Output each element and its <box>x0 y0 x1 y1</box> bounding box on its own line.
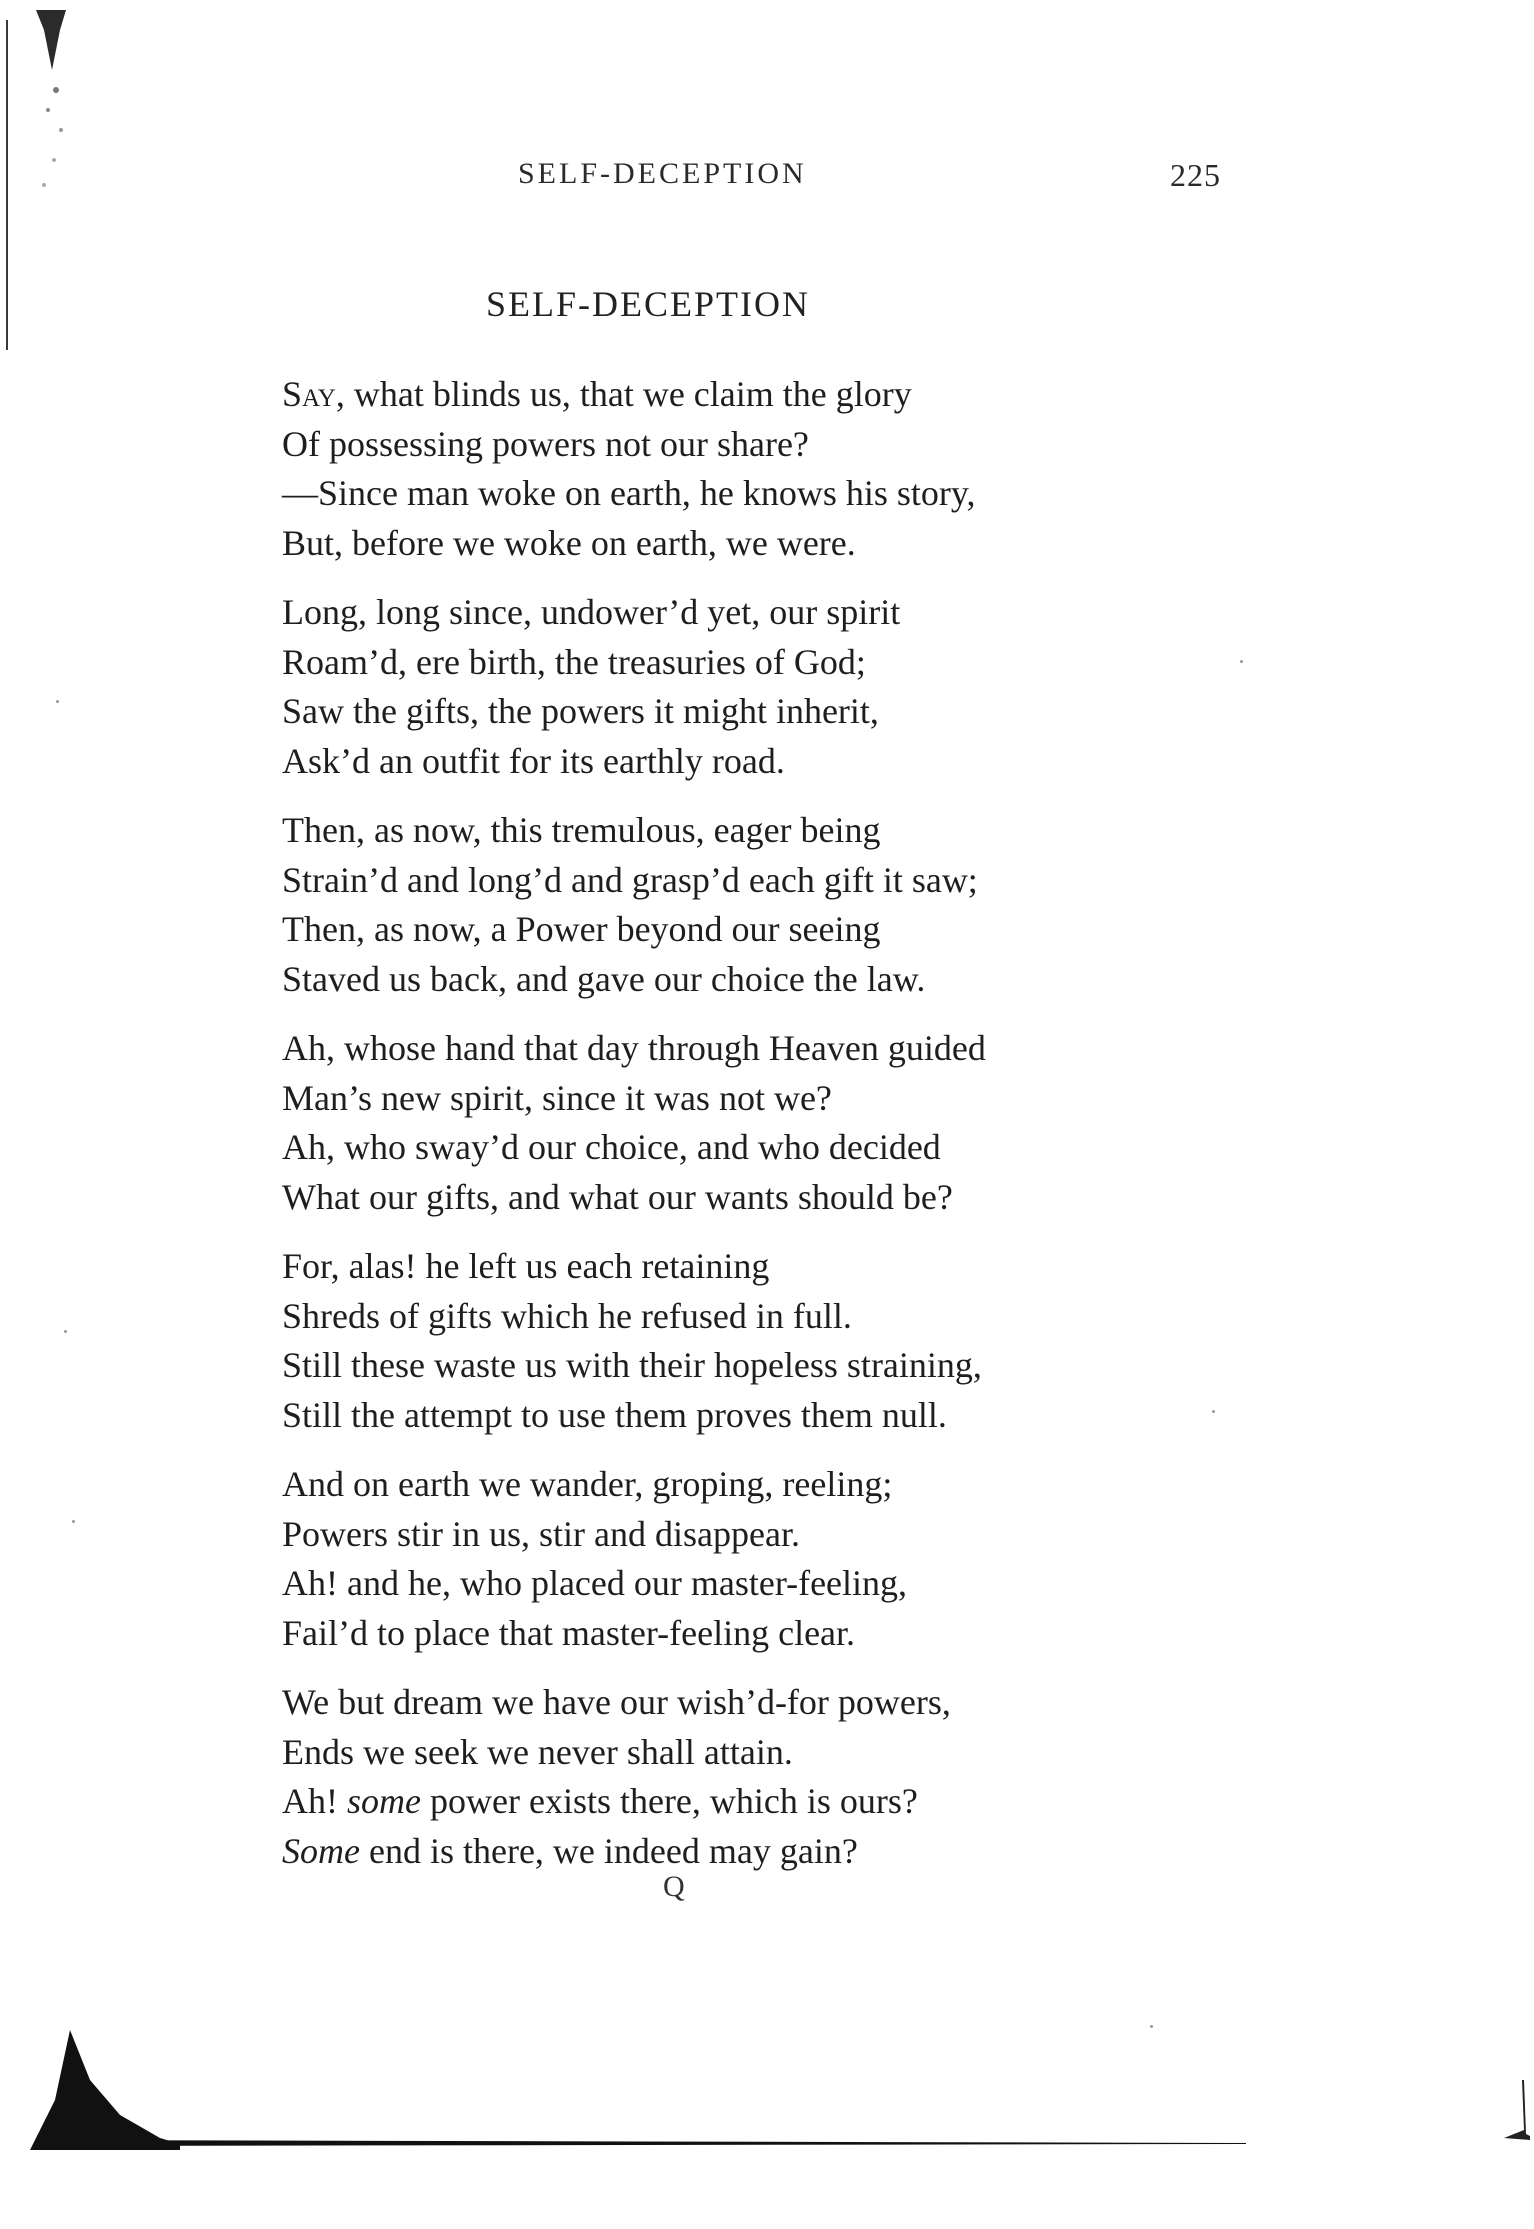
stanza <box>282 370 1222 568</box>
poem-line-text: power exists there, which is ours? <box>421 1781 918 1821</box>
running-header-title: SELF-DECEPTION <box>518 157 807 190</box>
poem-line-text: what blinds us, that we claim the glory <box>344 374 912 414</box>
scan-speck <box>72 1520 75 1523</box>
italic-word: some <box>347 1781 421 1821</box>
poem-line: Ah, who sway’d our choice, and who decided <box>282 1127 941 1167</box>
poem-line: Long, long since, undower’d yet, our spirit <box>282 592 901 632</box>
scan-speck <box>1150 2025 1153 2028</box>
poem-line-text: Ah! <box>282 1781 347 1821</box>
opening-word: Say, <box>282 374 345 414</box>
page-number: 225 <box>1170 157 1221 193</box>
poem-body <box>282 370 1222 1896</box>
poem-line: —Since man woke on earth, he knows his story, <box>282 473 976 513</box>
poem-line: Ask’d an outfit for its earthly road. <box>282 740 785 781</box>
poem-line: Ends we seek we never shall attain. <box>282 1731 793 1772</box>
signature-mark: Q <box>663 1870 685 1903</box>
poem-line: We but dream we have our wish’d-for powers, <box>282 1682 951 1722</box>
poem-line: Saw the gifts, the powers it might inherit, <box>282 691 879 731</box>
stanza <box>282 1460 1222 1658</box>
poem-line: Then, as now, a Power beyond our seeing <box>282 909 881 949</box>
poem-line: Ah, whose hand that day through Heaven guided <box>282 1028 986 1068</box>
poem-line: Shreds of gifts which he refused in full. <box>282 1295 852 1336</box>
poem-line: Of possessing powers not our share? <box>282 423 809 464</box>
poem-line: Then, as now, this tremulous, eager being <box>282 810 881 850</box>
poem-line: Man’s new spirit, since it was not we? <box>282 1077 832 1118</box>
scan-speck <box>64 1330 67 1333</box>
italic-word: Some <box>282 1830 360 1871</box>
poem-line: Strain’d and long’d and grasp’d each gift it saw; <box>282 859 978 900</box>
poem-line: Staved us back, and gave our choice the law. <box>282 958 926 999</box>
scan-smudge-top <box>26 10 96 210</box>
poem-line: Ah! and he, who placed our master-feeling, <box>282 1563 908 1603</box>
scan-bottom-line <box>36 2140 1246 2146</box>
poem-line: For, alas! he left us each retaining <box>282 1246 770 1286</box>
poem-line: What our gifts, and what our wants should be? <box>282 1176 953 1217</box>
poem-title: SELF-DECEPTION <box>486 284 810 324</box>
stanza <box>282 1242 1222 1440</box>
poem-line <box>282 1827 1222 1877</box>
stanza <box>282 588 1222 786</box>
poem-line: Still these waste us with their hopeless straining, <box>282 1345 982 1385</box>
poem-line <box>282 370 1222 420</box>
poem-line: Still the attempt to use them proves them null. <box>282 1394 947 1435</box>
poem-line: And on earth we wander, groping, reeling; <box>282 1464 893 1504</box>
stanza <box>282 806 1222 1004</box>
poem-line: Powers stir in us, stir and disappear. <box>282 1513 800 1554</box>
poem-line: Roam’d, ere birth, the treasuries of God; <box>282 641 866 682</box>
poem-line: Fail’d to place that master-feeling clear. <box>282 1612 856 1653</box>
poem-line-text: end is there, we indeed may gain? <box>359 1830 858 1871</box>
scan-smudge-bottom <box>30 2020 180 2160</box>
scan-speck <box>1240 660 1243 663</box>
scan-speck <box>56 700 59 703</box>
stanza <box>282 1024 1222 1222</box>
poem-line: But, before we woke on earth, we were. <box>282 522 856 563</box>
scan-edge-line <box>6 20 8 350</box>
stanza <box>282 1678 1222 1876</box>
poem-line <box>282 1777 1222 1827</box>
scan-mark-right <box>1500 2080 1534 2150</box>
